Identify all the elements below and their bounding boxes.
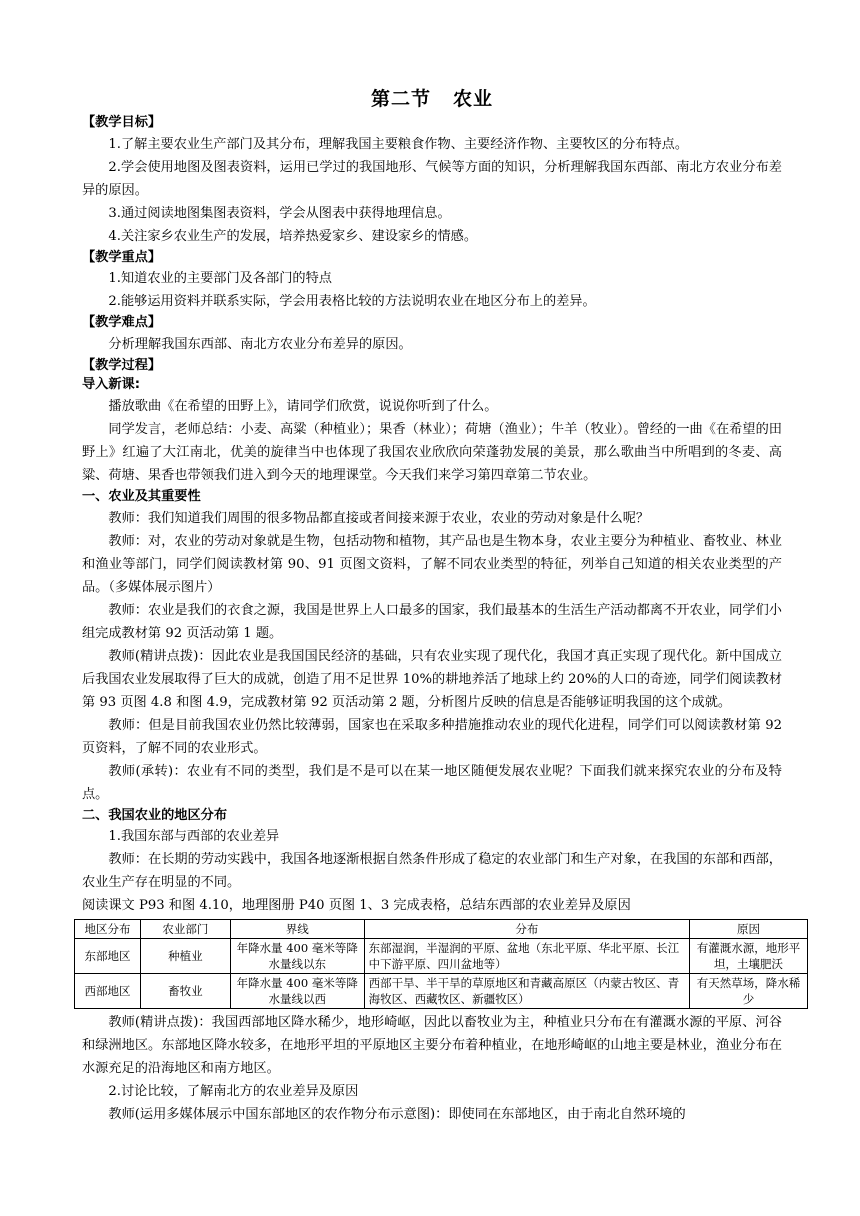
objective-item: 4.关注家乡农业生产的发展，培养热爱家乡、建设家乡的情感。 — [108, 228, 478, 244]
intro-paragraph: 同学发言，老师总结：小麦、高粱（种植业）；果香（林业）；荷塘（渔业）；牛羊（牧业）。曾经的一曲《在希望的田野上》红遍了大江南北，优美的旋律当中也体现了我国农业欣欣向荣蓬勃发展的美景，那么歌曲当中所唱到的冬麦、高粱、荷塘、果香也带领我们进入到今天的地理课堂。今天我们来学习第四章第二节农业。 — [82, 421, 782, 483]
table-intro: 阅读课文 P93 和图 4.10，地理图册 P40 页图 1、3 完成表格，总结东西部的农业差异及原因 — [82, 898, 631, 914]
table-cell: 年降水量 400 毫米等降水量线以西 — [230, 974, 364, 1009]
table-cell: 东部地区 — [75, 939, 141, 974]
objectives-heading: 【教学目标】 — [82, 115, 162, 130]
section1-paragraph: 教师：但是目前我国农业仍然比较薄弱，国家也在采取多种措施推动农业的现代化进程，同学们可以阅读教材第 92 页资料，了解不同的农业形式。 — [82, 717, 782, 756]
section1-paragraph: 教师(承转)：农业有不同的类型，我们是不是可以在某一地区随便发展农业呢？下面我们就来探究农业的分布及特点。 — [82, 763, 782, 802]
key-points-heading: 【教学重点】 — [82, 249, 162, 265]
table-header-cell: 原因 — [690, 920, 808, 939]
section2-paragraph: 教师：在长期的劳动实践中，我国各地逐渐根据自然条件形成了稳定的农业部门和生产对象，在我国的东部和西部，农业生产存在明显的不同。 — [82, 852, 782, 891]
section2-paragraph: 教师(运用多媒体展示中国东部地区的农作物分布示意图)：即使同在东部地区，由于南北自然环境的 — [108, 1107, 686, 1123]
table-header-cell: 分布 — [364, 920, 690, 939]
table-cell: 西部地区 — [75, 974, 141, 1009]
table-row — [75, 974, 808, 1009]
intro-paragraph: 播放歌曲《在希望的田野上》，请同学们欣赏，说说你听到了什么。 — [108, 398, 498, 414]
page-title — [82, 86, 782, 113]
table-cell: 西部干旱、半干旱的草原地区和青藏高原区（内蒙古牧区、青海牧区、西藏牧区、新疆牧区） — [364, 974, 690, 1009]
table-cell: 畜牧业 — [140, 974, 230, 1009]
section2-paragraph: 教师(精讲点拨)：我国西部地区降水稀少，地形崎岖，因此以畜牧业为主，种植业只分布在有灌溉水源的平原、河谷和绿洲地区。东部地区降水较多，在地形平坦的平原地区主要分布着种植业，在地形崎岖的山地主要是林业，渔业分布在水源充足的沿海地区和南方地区。 — [82, 1015, 782, 1077]
section1-paragraph: 教师：农业是我们的衣食之源，我国是世界上人口最多的国家，我们最基本的生活生产活动都离不开农业，同学们小组完成教材第 92 页活动第 1 题。 — [82, 602, 782, 641]
table-header-cell: 农业部门 — [140, 920, 230, 939]
section1-paragraph: 教师：我们知道我们周围的很多物品都直接或者间接来源于农业，农业的劳动对象是什么呢？ — [108, 510, 650, 526]
table-cell: 有灌溉水源，地形平坦，土壤肥沃 — [690, 939, 808, 974]
process-heading: 【教学过程】 — [82, 357, 162, 373]
title-topic: 农业 — [453, 88, 494, 110]
objective-item: 1.了解主要农业生产部门及其分布，理解我国主要粮食作物、主要经济作物、主要牧区的分布特点。 — [108, 136, 689, 152]
section1-paragraph: 教师：对，农业的劳动对象就是生物，包括动物和植物，其产品也是生物本身，农业主要分为种植业、畜牧业、林业和渔业等部门，同学们阅读教材第 90、91 页图文资料，了解不同农业类型的特征，列举自己知道的相关农业类型的产品。（多媒体展示图片） — [82, 533, 782, 595]
intro-heading: 导入新课: — [82, 377, 141, 393]
document-page — [82, 86, 801, 1126]
table-cell: 年降水量 400 毫米等降水量线以东 — [230, 939, 364, 974]
section2-heading: 二、我国农业的地区分布 — [82, 807, 228, 823]
key-point-item: 2.能够运用资料并联系实际，学会用表格比较的方法说明农业在地区分布上的差异。 — [108, 294, 596, 310]
section2-subheading: 2.讨论比较，了解南北方的农业差异及原因 — [108, 1084, 359, 1100]
title-section: 第二节 — [370, 88, 431, 110]
table-cell: 种植业 — [140, 939, 230, 974]
table-header-cell: 地区分布 — [75, 920, 141, 939]
table-header-row — [75, 920, 808, 939]
objective-item: 3.通过阅读地图集图表资料，学会从图表中获得地理信息。 — [108, 205, 451, 221]
table-header-cell: 界线 — [230, 920, 364, 939]
east-west-comparison-table — [74, 919, 808, 1009]
table-cell: 东部湿润，半湿润的平原、盆地（东北平原、华北平原、长江中下游平原、四川盆地等） — [364, 939, 690, 974]
table-cell: 有天然草场，降水稀少 — [690, 974, 808, 1009]
table-row — [75, 939, 808, 974]
section1-paragraph: 教师(精讲点拨)：因此农业是我国国民经济的基础，只有农业实现了现代化，我国才真正实现了现代化。新中国成立后我国农业发展取得了巨大的成就，创造了用不足世界 10%的耕地养活了地球上约 20%的人口的奇迹，同学们阅读教材第 93 页图 4.8 和图 4.9，完成教材第 92 页活动第 2 题，分析图片反映的信息是否能够证明我国的这个成就。 — [82, 648, 783, 710]
section2-subheading: 1.我国东部与西部的农业差异 — [108, 829, 280, 845]
section1-heading: 一、农业及其重要性 — [82, 488, 201, 504]
objective-item: 2.学会使用地图及图表资料，运用已学过的我国地形、气候等方面的知识，分析理解我国东西部、南北方农业分布差异的原因。 — [82, 159, 782, 198]
key-point-item: 1.知道农业的主要部门及各部门的特点 — [108, 271, 332, 287]
difficulties-text: 分析理解我国东西部、南北方农业分布差异的原因。 — [108, 336, 412, 352]
difficulties-heading: 【教学难点】 — [82, 315, 162, 331]
